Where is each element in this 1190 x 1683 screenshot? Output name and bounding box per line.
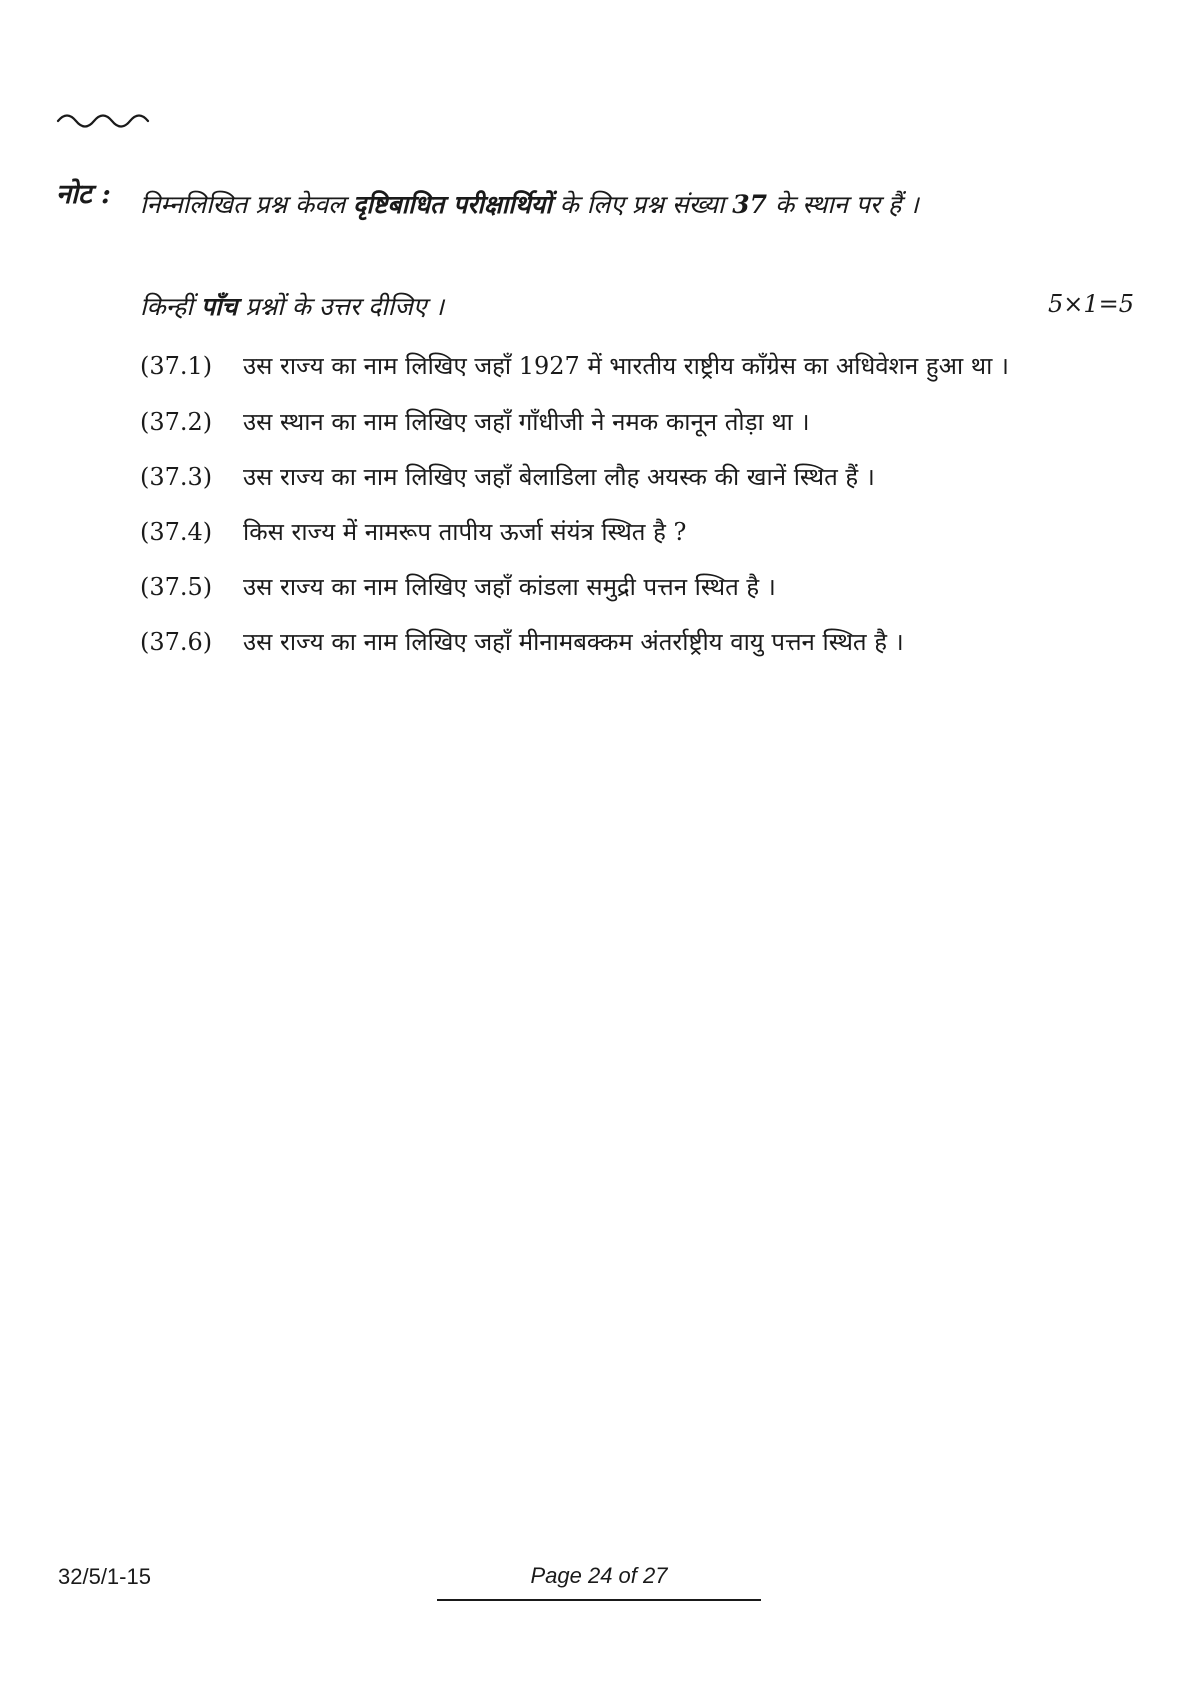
question-item — [140, 622, 1080, 662]
instruction-part1: किन्हीं — [140, 292, 201, 321]
question-item — [140, 457, 1080, 497]
question-item — [140, 512, 1080, 552]
note-question-number: 37 — [732, 190, 768, 219]
question-number: (37.1) — [140, 352, 213, 380]
marks-allocation: 5×1=5 — [1047, 290, 1134, 318]
question-text: उस राज्य का नाम लिखिए जहाँ कांडला समुद्री पत्तन स्थित है । — [243, 573, 776, 601]
question-number: (37.6) — [140, 628, 213, 656]
question-item — [140, 402, 1080, 442]
question-item — [140, 567, 1080, 607]
question-number: (37.2) — [140, 408, 213, 436]
question-text: उस राज्य का नाम लिखिए जहाँ मीनामबक्कम अंतर्राष्ट्रीय वायु पत्तन स्थित है । — [243, 628, 904, 656]
question-number: (37.3) — [140, 463, 213, 491]
instruction — [140, 289, 444, 323]
note-text — [140, 176, 1080, 234]
question-text: उस राज्य का नाम लिखिए जहाँ 1927 में भारतीय राष्ट्रीय काँग्रेस का अधिवेशन हुआ था । — [243, 352, 1010, 380]
question-text: किस राज्य में नामरूप तापीय ऊर्जा संयंत्र स्थित है ? — [243, 518, 687, 546]
note-text-part3: के स्थान पर हैं । — [767, 190, 919, 219]
question-list — [140, 346, 1080, 677]
instruction-part2: प्रश्नों के उत्तर दीजिए । — [237, 292, 445, 321]
note-label: नोट : — [56, 179, 111, 210]
instruction-bold: पाँच — [200, 292, 238, 321]
question-number: (37.5) — [140, 573, 213, 601]
note-text-bold: दृष्टिबाधित परीक्षार्थियों — [353, 190, 552, 219]
question-item — [140, 346, 1080, 386]
wave-mark-icon — [56, 108, 156, 134]
note-text-part1: निम्नलिखित प्रश्न केवल — [140, 190, 354, 219]
question-number: (37.4) — [140, 518, 213, 546]
page-number: Page 24 of 27 — [530, 1563, 668, 1588]
footer-divider — [437, 1599, 761, 1601]
question-text: उस राज्य का नाम लिखिए जहाँ बेलाडिला लौह अयस्क की खानें स्थित हैं । — [243, 463, 875, 491]
question-text: उस स्थान का नाम लिखिए जहाँ गाँधीजी ने नमक कानून तोड़ा था । — [243, 408, 810, 436]
note-text-part2: के लिए प्रश्न संख्या — [551, 190, 733, 219]
paper-code: 32/5/1-15 — [58, 1564, 151, 1589]
